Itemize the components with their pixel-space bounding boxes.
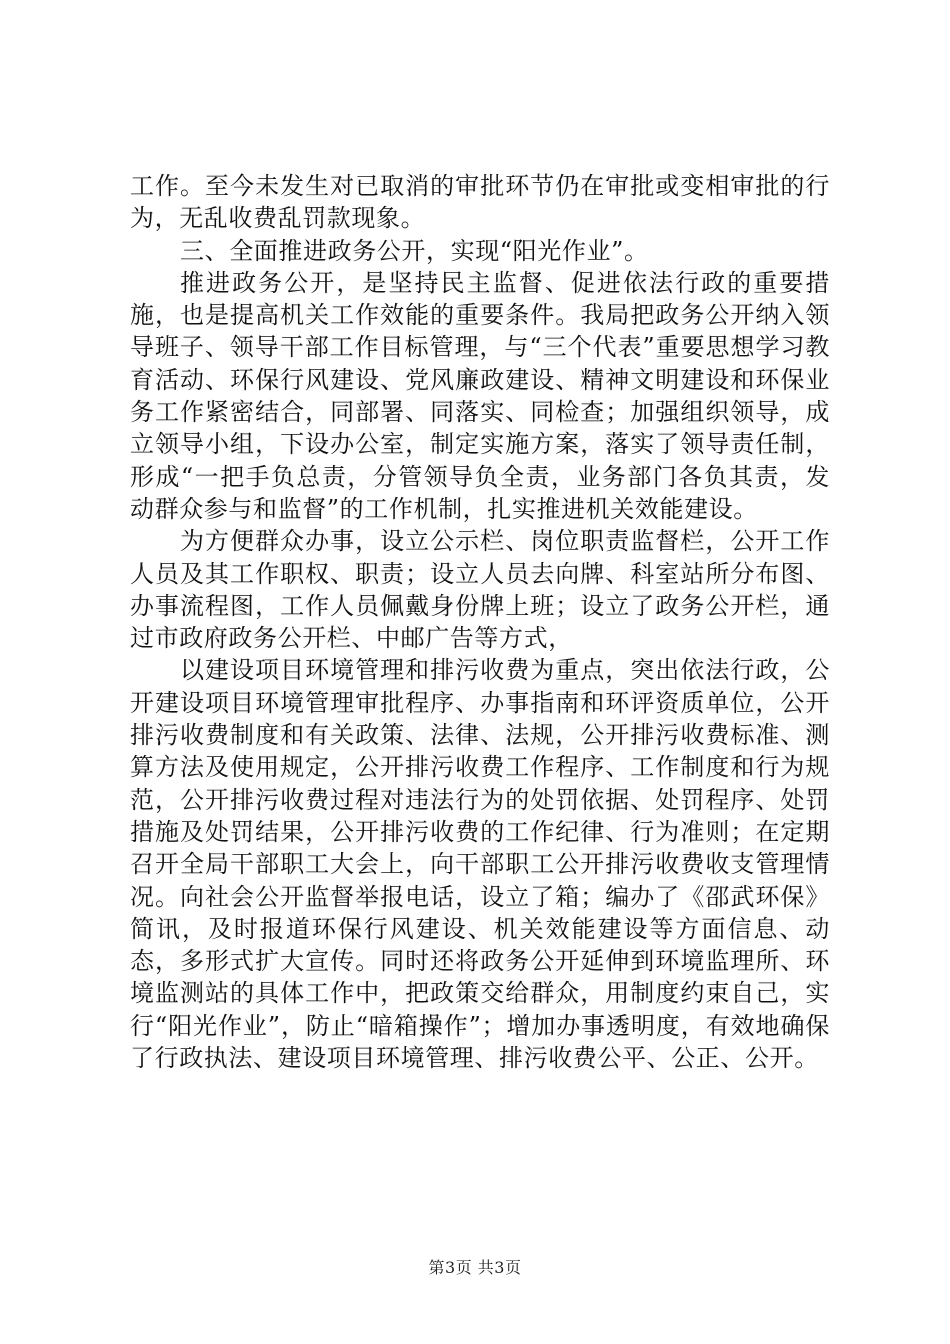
page-number: 第3页 共3页 [428,1258,522,1277]
document-body [130,170,830,1074]
section-heading: 三、全面推进政务公开，实现“阳光作业”。 [180,236,649,265]
paragraph: 推进政务公开，是坚持民主监督、促进依法行政的重要措施，也是提高机关工作效能的重要条件。我局把政务公开纳入领导班子、领导干部工作目标管理，与“三个代表”重要思想学习教育活动、环保行风建设、党风廉政建设、精神文明建设和环保业务工作紧密结合，同部署、同落实、同检查；加强组织领导，成立领导小组，下设办公室，制定实施方案，落实了领导责任制，形成“一把手负总责，分管领导负全责，业务部门各负其责，发动群众参与和监督”的工作机制，扎实推进机关效能建设。 [130,268,830,523]
paragraph-continuation: 工作。至今未发生对已取消的审批环节仍在审批或变相审批的行为，无乱收费乱罚款现象。 [130,172,830,233]
page-footer [0,1255,950,1278]
paragraph: 以建设项目环境管理和排污收费为重点，突出依法行政，公开建设项目环境管理审批程序、办事指南和环评资质单位，公开排污收费制度和有关政策、法律、法规，公开排污收费标准、测算方法及使用规定，公开排污收费工作程序、工作制度和行为规范，公开排污收费过程对违法行为的处罚依据、处罚程序、处罚措施及处罚结果，公开排污收费的工作纪律、行为准则；在定期召开全局干部职工大会上，向干部职工公开排污收费收支管理情况。向社会公开监督举报电话，设立了箱；编办了《邵武环保》简讯，及时报道环保行风建设、机关效能建设等方面信息、动态，多形式扩大宣传。同时还将政务公开延伸到环境监理所、环境监测站的具体工作中，把政策交给群众，用制度约束自己，实行“阳光作业”，防止“暗箱操作”；增加办事透明度，有效地确保了行政执法、建设项目环境管理、排污收费公平、公正、公开。 [130,656,830,1073]
paragraph: 为方便群众办事，设立公示栏、岗位职责监督栏，公开工作人员及其工作职权、职责；设立人员去向牌、科室站所分布图、办事流程图，工作人员佩戴身份牌上班；设立了政务公开栏，通过市政府政务公开栏、中邮广告等方式， [130,527,830,653]
